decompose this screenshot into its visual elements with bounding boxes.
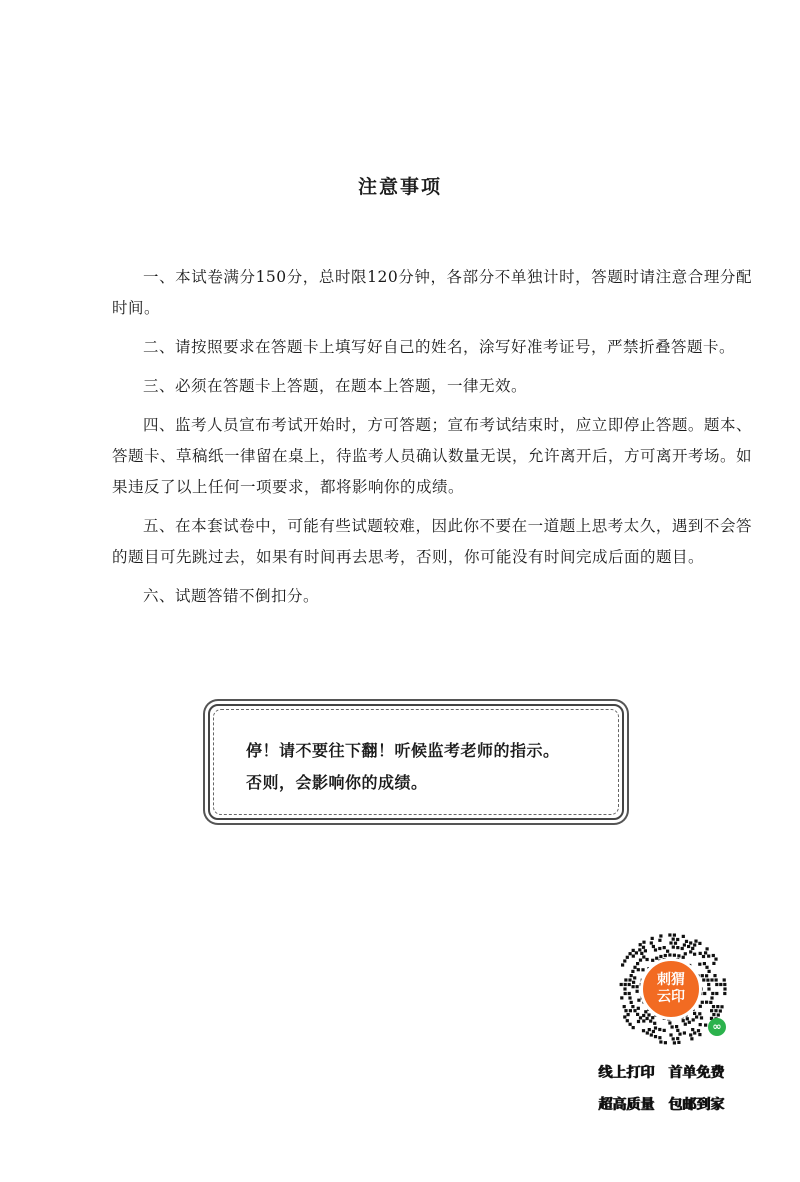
notice-list xyxy=(112,262,752,620)
promo-line xyxy=(598,1062,724,1082)
qr-module xyxy=(650,1033,653,1036)
qr-module xyxy=(716,1005,719,1008)
qr-module xyxy=(626,956,629,959)
qr-module xyxy=(620,996,623,999)
qr-module xyxy=(674,942,677,945)
qr-module xyxy=(642,1019,645,1022)
qr-module xyxy=(624,992,627,995)
qr-module xyxy=(672,946,675,949)
qr-module xyxy=(664,1041,667,1044)
qr-module xyxy=(693,1012,696,1015)
qr-module xyxy=(702,978,705,981)
qr-module xyxy=(646,1031,649,1034)
qr-module xyxy=(653,1022,656,1025)
qr-module xyxy=(723,992,726,995)
qr-module xyxy=(641,968,644,971)
qr-module xyxy=(700,1016,703,1019)
qr-module xyxy=(659,1040,662,1043)
qr-module xyxy=(651,1016,654,1019)
qr-module xyxy=(723,978,726,981)
qr-module xyxy=(714,958,717,961)
qr-module xyxy=(705,1001,708,1004)
qr-module xyxy=(623,987,626,990)
qr-module xyxy=(686,1017,689,1020)
qr-module xyxy=(699,952,702,955)
qr-module xyxy=(693,943,696,946)
qr-module xyxy=(651,959,654,962)
qr-module xyxy=(652,945,655,948)
qr-module xyxy=(712,954,715,957)
qr-module xyxy=(673,934,676,937)
qr-module xyxy=(715,978,718,981)
qr-module xyxy=(650,941,653,944)
qr-module xyxy=(655,957,658,960)
qr-module xyxy=(632,955,635,958)
qr-module xyxy=(640,952,643,955)
qr-module xyxy=(636,985,639,988)
qr-module xyxy=(669,1033,672,1036)
qr-module xyxy=(675,1025,678,1028)
promo-text: 首单免费 xyxy=(668,1065,724,1081)
qr-module xyxy=(682,935,685,938)
qr-module xyxy=(669,941,672,944)
qr-module xyxy=(630,974,633,977)
qr-module xyxy=(637,1020,640,1023)
qr-module xyxy=(717,1013,720,1016)
brand-logo-text: 刺猬 xyxy=(657,972,685,988)
qr-module xyxy=(636,990,639,993)
promo-text: 线上打印 xyxy=(598,1065,654,1081)
qr-module xyxy=(648,1028,651,1031)
qr-module xyxy=(642,1029,645,1032)
qr-module xyxy=(659,955,662,958)
notice-item: 六、试题答错不倒扣分。 xyxy=(143,587,320,605)
notice-item: 一、本试卷满分150分，总时限120分钟，各部分不单独计时，答题时请注意合理分配时间。 xyxy=(112,268,752,317)
qr-module xyxy=(639,943,642,946)
qr-module xyxy=(685,940,688,943)
qr-module xyxy=(651,937,654,940)
notice-item: 三、必须在答题卡上答题，在题本上答题，一律无效。 xyxy=(143,377,528,395)
qr-module xyxy=(629,1009,632,1012)
qr-module xyxy=(632,949,635,952)
qr-module xyxy=(712,1005,715,1008)
qr-module xyxy=(678,1033,681,1036)
qr-module xyxy=(703,992,706,995)
qr-module xyxy=(684,1023,687,1026)
qr-module xyxy=(654,948,657,951)
notice-item: 二、请按照要求在答题卡上填写好自己的姓名，涂写好准考证号，严禁折叠答题卡。 xyxy=(143,338,736,356)
qr-module xyxy=(713,974,716,977)
qr-module xyxy=(719,983,722,986)
qr-module xyxy=(720,1005,723,1008)
qr-module xyxy=(668,933,671,936)
qr-module xyxy=(629,1023,632,1026)
qr-module xyxy=(630,1001,633,1004)
qr-module xyxy=(642,946,645,949)
qr-module xyxy=(676,1029,679,1032)
qr-module xyxy=(668,953,671,956)
qr-module xyxy=(672,938,675,941)
qr-module xyxy=(682,1019,685,1022)
promo-text: 包邮到家 xyxy=(668,1097,724,1113)
qr-module xyxy=(636,962,639,965)
qr-module xyxy=(658,947,661,950)
qr-module xyxy=(683,943,686,946)
qr-module xyxy=(632,981,635,984)
qr-module xyxy=(712,962,715,965)
qr-module xyxy=(676,946,679,949)
qr-module xyxy=(644,949,647,952)
qr-module xyxy=(677,1041,680,1044)
qr-module xyxy=(707,987,710,990)
qr-module xyxy=(681,947,684,950)
promo-line xyxy=(598,1094,724,1114)
qr-module xyxy=(695,1015,698,1018)
stop-warning-line: 否则，会影响你的成绩。 xyxy=(246,773,428,792)
mini-program-icon: ∞ xyxy=(708,1018,726,1036)
qr-module xyxy=(703,962,706,965)
qr-module xyxy=(629,952,632,955)
qr-module xyxy=(633,976,636,979)
qr-module xyxy=(715,983,718,986)
qr-module xyxy=(623,1015,626,1018)
qr-module xyxy=(639,959,642,962)
qr-module xyxy=(688,1021,691,1024)
qr-module xyxy=(683,1031,686,1034)
qr-module xyxy=(654,1035,657,1038)
qr-module xyxy=(623,959,626,962)
qr-module xyxy=(706,979,709,982)
qr-module xyxy=(628,996,631,999)
qr-module xyxy=(646,1017,649,1020)
qr-module xyxy=(628,992,631,995)
qr-module xyxy=(623,1005,626,1008)
qr-module xyxy=(627,1013,630,1016)
qr-module xyxy=(624,1009,627,1012)
qr-module xyxy=(659,934,662,937)
qr-module xyxy=(646,958,649,961)
qr-module xyxy=(694,940,697,943)
qr-module xyxy=(673,1041,676,1044)
qr-code[interactable] xyxy=(612,930,730,1048)
stop-warning-box xyxy=(208,704,624,820)
qr-module xyxy=(699,1023,702,1026)
qr-module xyxy=(693,953,696,956)
qr-module xyxy=(689,950,692,953)
qr-module xyxy=(644,1010,647,1013)
notice-item: 五、在本套试卷中，可能有些试题较难，因此你不要在一道题上思考太久，遇到不会答的题目可先跳过去，如果有时间再去思考，否则，你可能没有时间完成后面的题目。 xyxy=(112,517,752,566)
qr-module xyxy=(628,983,631,986)
qr-module xyxy=(697,1029,700,1032)
qr-module xyxy=(704,951,707,954)
qr-module xyxy=(663,946,666,949)
qr-module xyxy=(621,963,624,966)
qr-module xyxy=(624,978,627,981)
qr-module xyxy=(658,1036,661,1039)
qr-module xyxy=(638,948,641,951)
qr-module xyxy=(684,952,687,955)
qr-module xyxy=(654,1026,657,1029)
qr-module xyxy=(710,996,713,999)
qr-module xyxy=(687,945,690,948)
qr-module xyxy=(636,1013,639,1016)
qr-module xyxy=(642,955,645,958)
qr-module xyxy=(693,1031,696,1034)
qr-module xyxy=(639,1016,642,1019)
qr-module xyxy=(702,955,705,958)
qr-module xyxy=(707,955,710,958)
qr-module xyxy=(664,954,667,957)
qr-module xyxy=(620,983,623,986)
qr-module xyxy=(637,968,640,971)
qr-module xyxy=(689,941,692,944)
qr-module xyxy=(712,1013,715,1016)
qr-module xyxy=(706,947,709,950)
qr-module xyxy=(715,992,718,995)
qr-module xyxy=(710,1009,713,1012)
qr-module xyxy=(632,985,635,988)
qr-module xyxy=(701,1001,704,1004)
qr-module xyxy=(673,954,676,957)
qr-module xyxy=(676,938,679,941)
brand-logo-text: 云印 xyxy=(657,989,685,1005)
qr-module xyxy=(647,1013,650,1016)
qr-module xyxy=(668,1021,671,1024)
qr-module xyxy=(689,1033,692,1036)
qr-module xyxy=(705,974,708,977)
qr-module xyxy=(649,1020,652,1023)
qr-module xyxy=(710,978,713,981)
qr-module xyxy=(723,987,726,990)
qr-module xyxy=(628,978,631,981)
qr-module xyxy=(637,1007,640,1010)
qr-module xyxy=(626,1019,629,1022)
brand-logo-badge xyxy=(640,958,702,1020)
qr-module xyxy=(663,1029,666,1032)
qr-module xyxy=(698,942,701,945)
notice-item: 四、监考人员宣布考试开始时，方可答题；宣布考试结束时，应立即停止答题。题本、答题卡、草稿纸一律留在桌上，待监考人员确认数量无误，允许离开后，方可离开考场。如果违反了以上任何一项要求，都将影响你的成绩。 xyxy=(112,416,753,496)
qr-module xyxy=(672,1037,675,1040)
qr-module xyxy=(714,1009,717,1012)
qr-module xyxy=(632,1026,635,1029)
qr-module xyxy=(633,966,636,969)
qr-module xyxy=(652,1030,655,1033)
page-title: 注意事项 xyxy=(357,176,442,198)
qr-module xyxy=(658,939,661,942)
qr-module xyxy=(691,1028,694,1031)
qr-module xyxy=(698,963,701,966)
qr-module xyxy=(698,1012,701,1015)
qr-module xyxy=(624,983,627,986)
qr-module xyxy=(631,1005,634,1008)
qr-module xyxy=(701,974,704,977)
qr-module xyxy=(635,951,638,954)
qr-module xyxy=(633,1009,636,1012)
qr-module xyxy=(666,950,669,953)
qr-module xyxy=(723,983,726,986)
qr-module xyxy=(631,970,634,973)
stop-warning-line: 停！请不要往下翻！听候监考老师的指示。 xyxy=(246,741,560,760)
qr-module xyxy=(642,1014,645,1017)
qr-module xyxy=(658,1028,661,1031)
qr-module xyxy=(709,1001,712,1004)
qr-module xyxy=(682,956,685,959)
qr-module xyxy=(642,941,645,944)
qr-module xyxy=(719,1009,722,1012)
qr-module xyxy=(671,1025,674,1028)
qr-module xyxy=(690,1037,693,1040)
promo-text: 超高质量 xyxy=(598,1097,654,1113)
qr-module xyxy=(691,947,694,950)
qr-module xyxy=(704,1024,707,1027)
qr-module xyxy=(698,1033,701,1036)
qr-module xyxy=(677,954,680,957)
qr-module xyxy=(637,999,640,1002)
qr-module xyxy=(705,966,708,969)
qr-module xyxy=(699,1005,702,1008)
qr-module xyxy=(676,1037,679,1040)
qr-module xyxy=(708,970,711,973)
qr-module xyxy=(711,992,714,995)
qr-module xyxy=(692,1018,695,1021)
qr-module xyxy=(707,983,710,986)
